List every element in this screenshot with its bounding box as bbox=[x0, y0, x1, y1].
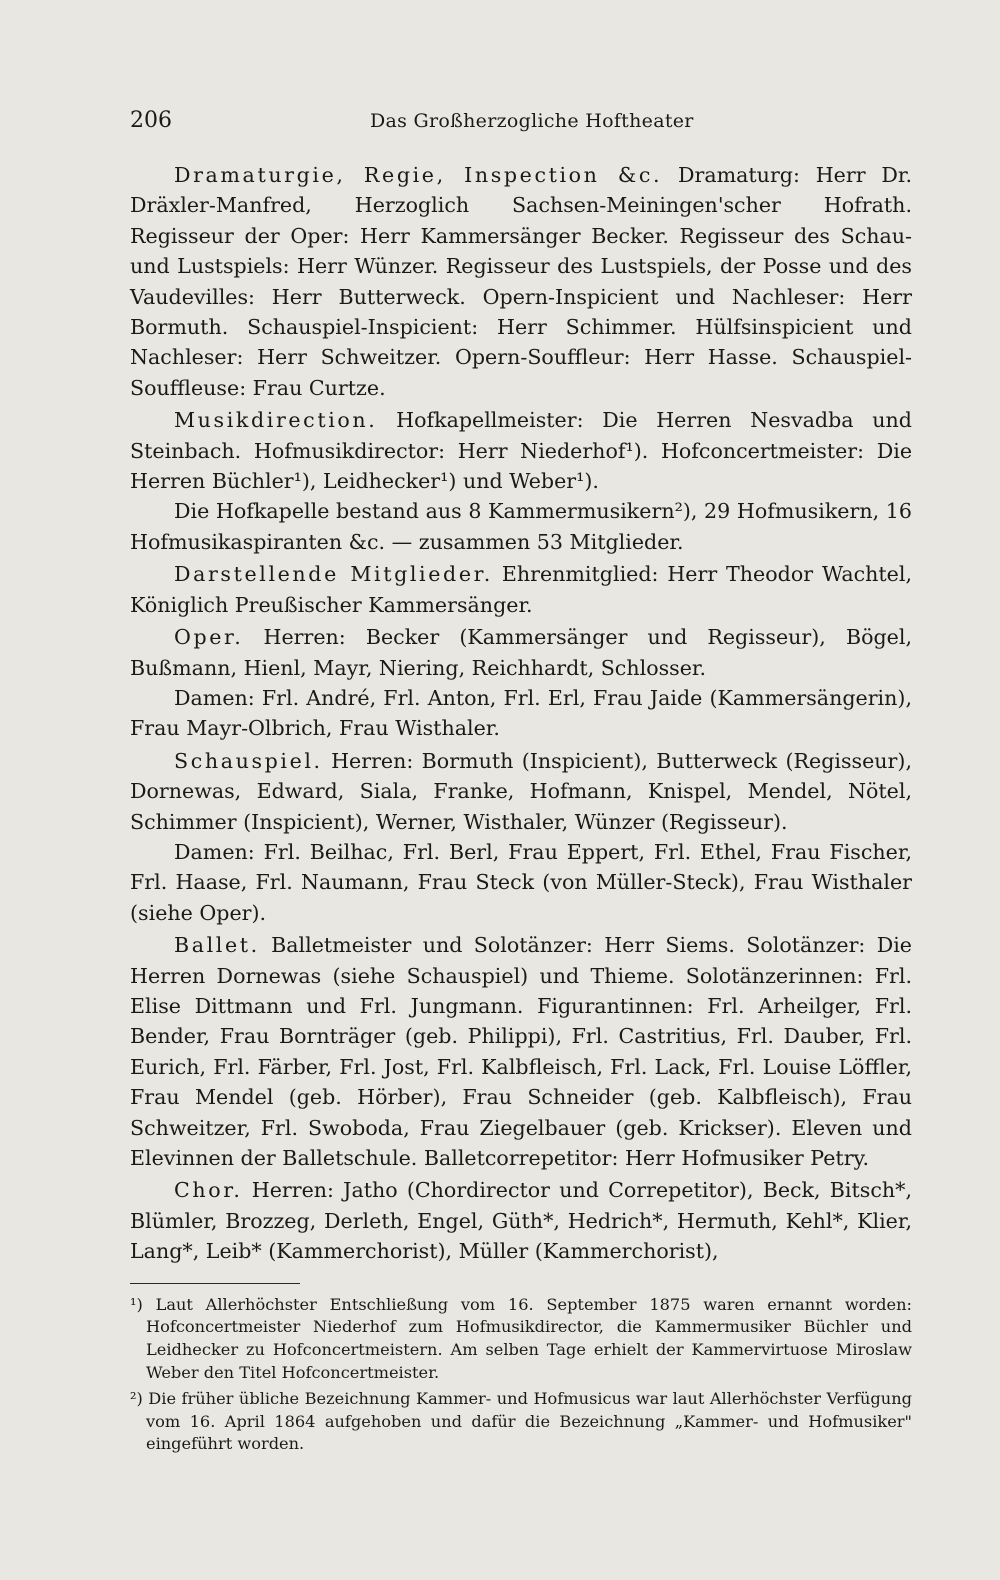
paragraph-lead: Chor. bbox=[174, 1178, 243, 1203]
paragraph-text: Balletmeister und Solotänzer: Herr Siems. Solotänzer: Die Herren Dornewas (siehe Schauspiel) und Thieme. Solotänzerinnen: Frl. Elise Dittmann und Frl. Jungmann. Figurantinnen: Frl. Arheilger, Frl. Bender, Frau Bornträger (geb. Philippi), Frl. Castritius, Frl. Dauber, Frl. Eurich, Frl. Färber, Frl. Jost, Frl. Kalbfleisch, Frl. Lack, Frl. Louise Löffler, Frau Mendel (geb. Hörber), Frau Schneider (geb. Kalbfleisch), Frau Schweitzer, Frl. Swoboda, Frau Ziegelbauer (geb. Krickser). Eleven und Elevinnen der Balletschule. Balletcorrepetitor: Herr Hofmusiker Petry. bbox=[130, 933, 912, 1170]
paragraph-text: Ehrenmitglied: Herr Theodor Wachtel, Königlich Preußischer Kammersänger. bbox=[130, 562, 912, 617]
paragraph-lead: Oper. bbox=[174, 625, 244, 650]
paragraph bbox=[130, 683, 912, 744]
paragraph-lead: Ballet. bbox=[174, 933, 260, 958]
footnote-rule bbox=[130, 1283, 300, 1284]
page-body bbox=[130, 160, 912, 1267]
page-header bbox=[130, 108, 912, 148]
paragraph-text: Dramaturg: Herr Dr. Dräxler-Manfred, Herzoglich Sachsen-Meiningen'scher Hofrath. Regisseur der Oper: Herr Kammersänger Becker. Regisseur des Schau- und Lustspiels: Herr Wünzer. Regisseur des Lustspiels, der Posse und des Vaudevilles: Herr Butterweck. Opern-Inspicient und Nachleser: Herr Bormuth. Schauspiel-Inspicient: Herr Schimmer. Hülfsinspicient und Nachleser: Herr Schweitzer. Opern-Souffleur: Herr Hasse. Schauspiel-Souffleuse: Frau Curtze. bbox=[130, 163, 912, 400]
paragraph-text: Hofkapellmeister: Die Herren Nesvadba und Steinbach. Hofmusikdirector: Herr Niederhof¹). Hofconcertmeister: Die Herren Büchler¹), Leidhecker¹) und Weber¹). bbox=[130, 408, 912, 494]
paragraph-text: Damen: Frl. Beilhac, Frl. Berl, Frau Eppert, Frl. Ethel, Frau Fischer, Frl. Haase, Frl. Naumann, Frau Steck (von Müller-Steck), Frau Wisthaler (siehe Oper). bbox=[130, 839, 912, 925]
paragraph-lead: Musikdirection. bbox=[174, 408, 378, 433]
paragraph-text: Herren: Jatho (Chordirector und Correpetitor), Beck, Bitsch*, Blümler, Brozzeg, Derleth, Engel, Güth*, Hedrich*, Hermuth, Kehl*, Klier, Lang*, Leib* (Kammerchorist), Müller (Kammerchorist), bbox=[130, 1178, 912, 1264]
paragraph bbox=[130, 930, 912, 1173]
paragraph-text: Herren: Bormuth (Inspicient), Butterweck (Regisseur), Dornewas, Edward, Siala, Franke, Hofmann, Knispel, Mendel, Nötel, Schimmer (Inspicient), Werner, Wisthaler, Wünzer (Regisseur). bbox=[130, 748, 912, 834]
paragraph bbox=[130, 160, 912, 403]
paragraph bbox=[130, 837, 912, 928]
paragraph bbox=[130, 746, 912, 837]
paragraph-text: Damen: Frl. André, Frl. Anton, Frl. Erl, Frau Jaide (Kammersängerin), Frau Mayr-Olbrich, Frau Wisthaler. bbox=[130, 685, 912, 741]
paragraph-lead: Schauspiel. bbox=[174, 748, 323, 773]
paragraph bbox=[130, 622, 912, 683]
paragraph-text: Herren: Becker (Kammersänger und Regisseur), Bögel, Bußmann, Hienl, Mayr, Niering, Reichhardt, Schlosser. bbox=[130, 625, 912, 680]
paragraph-lead: Dramaturgie, Regie, Inspection &c. bbox=[174, 163, 663, 187]
footnote: ²) Die früher übliche Bezeichnung Kammer- und Hofmusicus war laut Allerhöchster Verfügung vom 16. April 1864 aufgehoben und dafür die Bezeichnung „Kammer- und Hofmusiker" eingeführt worden. bbox=[130, 1388, 912, 1454]
footnotes bbox=[130, 1294, 912, 1457]
paragraph-text: Die Hofkapelle bestand aus 8 Kammermusikern²), 29 Hofmusikern, 16 Hofmusikaspiranten &c. — zusammen 53 Mitglieder. bbox=[130, 499, 912, 554]
page-number: 206 bbox=[130, 108, 172, 133]
paragraph bbox=[130, 559, 912, 620]
footnote: ¹) Laut Allerhöchster Entschließung vom 16. September 1875 waren ernannt worden: Hofconcertmeister Niederhof zum Hofmusikdirector, die Kammermusiker Büchler und Leidhecker zu Hofconcertmeistern. Am selben Tage erhielt der Kammervirtuose Miroslaw Weber den Titel Hofconcertmeister. bbox=[130, 1294, 912, 1383]
paragraph bbox=[130, 405, 912, 496]
paragraph bbox=[130, 1175, 912, 1266]
paragraph bbox=[130, 496, 912, 557]
running-title: Das Großherzogliche Hoftheater bbox=[370, 110, 694, 132]
paragraph-lead: Darstellende Mitglieder. bbox=[174, 562, 493, 587]
